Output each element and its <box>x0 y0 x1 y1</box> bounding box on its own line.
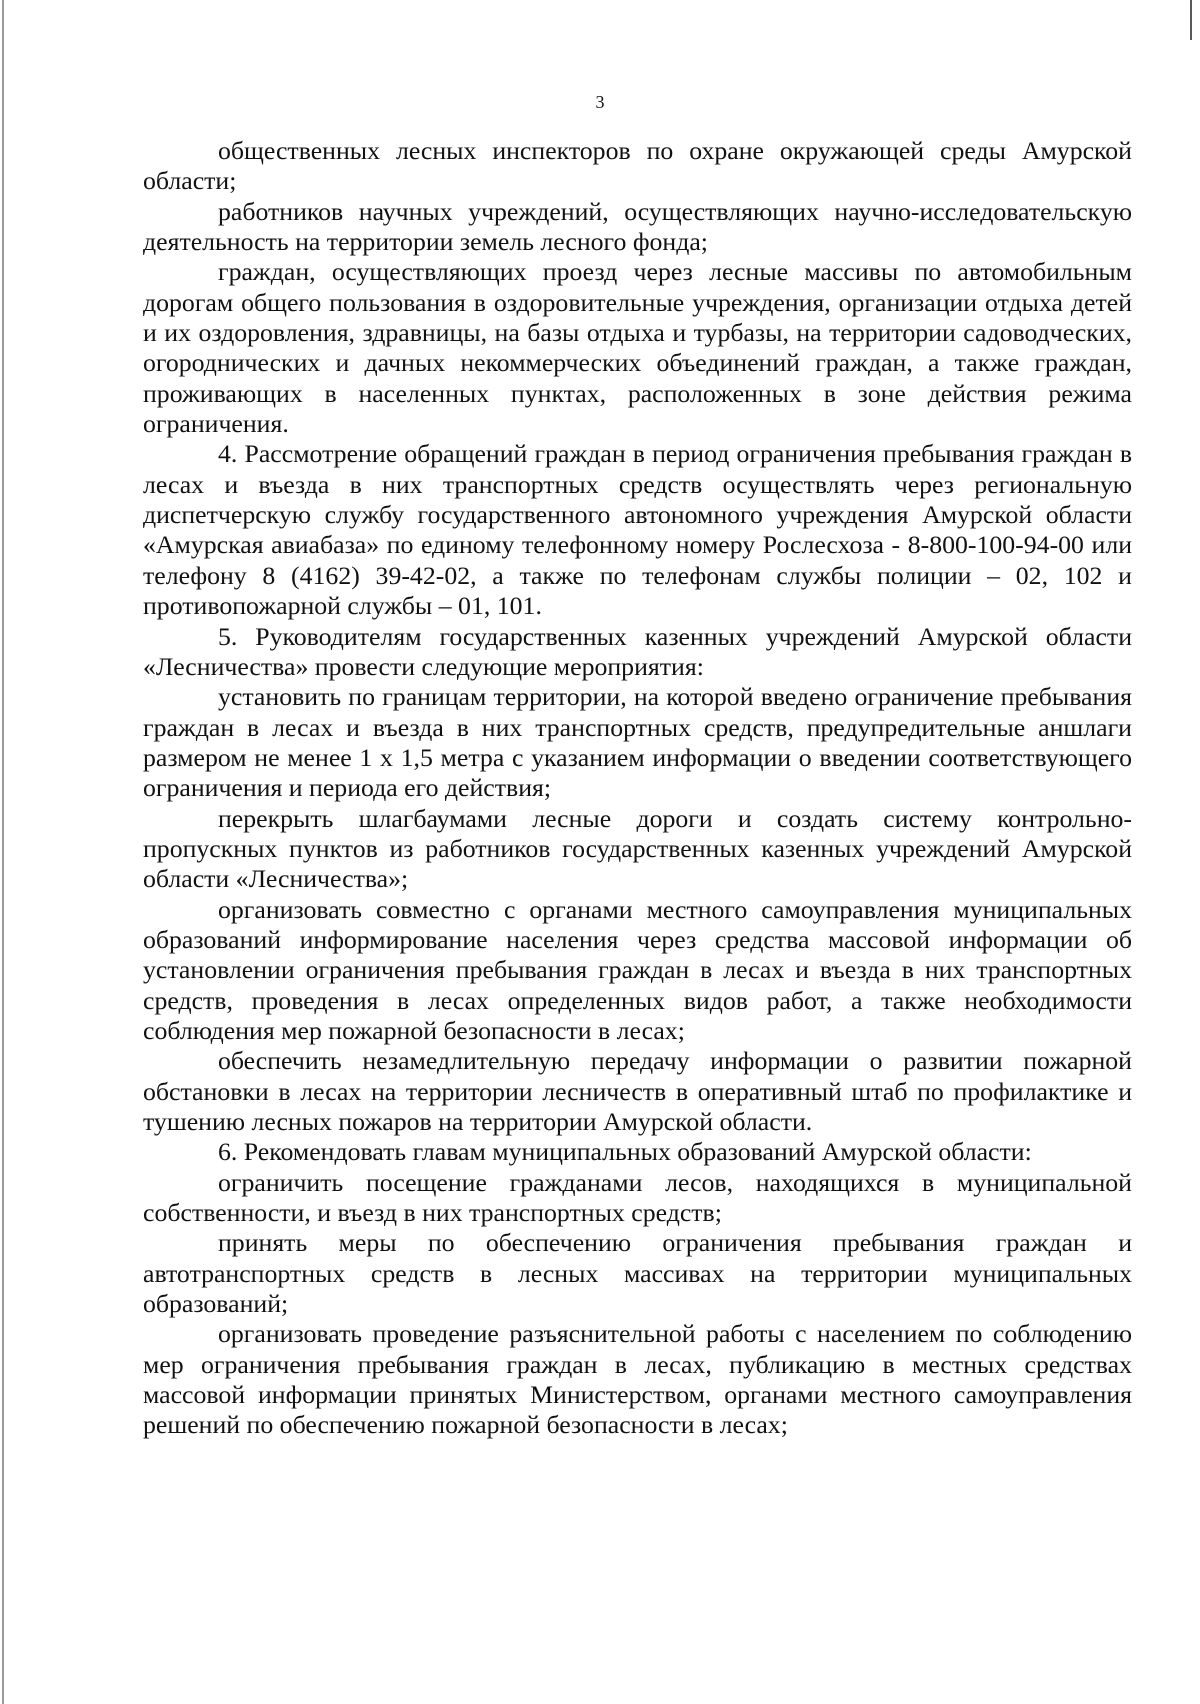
paragraph: организовать совместно с органами местного самоуправления муниципальных образований информирование населения через средства массовой информации об установлении ограничения пребывания граждан в лесах и въезда в них транспортных средств, проведения в лесах определенных видов работ, а также необходимости соблюдения мер пожарной безопасности в лесах; <box>143 894 1132 1045</box>
paragraph: 4. Рассмотрение обращений граждан в период ограничения пребывания граждан в лесах и въезда в них транспортных средств осуществлять через региональную диспетчерскую службу государственного автономного учреждения Амурской области «Амурская авиабаза» по единому телефонному номеру Рослесхоза - 8-800-100-94-00 или телефону 8 (4162) 39-42-02, а также по телефонам службы полиции – 02, 102 и противопожарной службы – 01, 101. <box>143 439 1132 621</box>
paragraph: обеспечить незамедлительную передачу информации о развитии пожарной обстановки в лесах на территории лесничеств в оперативный штаб по профилактике и тушению лесных пожаров на территории Амурской области. <box>143 1046 1132 1136</box>
paragraph: работников научных учреждений, осуществляющих научно-исследовательскую деятельность на территории земель лесного фонда; <box>143 196 1132 257</box>
scan-edge-right <box>1190 0 1192 40</box>
paragraph: 5. Руководителям государственных казенных учреждений Амурской области «Лесничества» провести следующие мероприятия: <box>143 621 1132 681</box>
paragraph: граждан, осуществляющих проезд через лесные массивы по автомобильным дорогам общего пользования в оздоровительные учреждения, организации отдыха детей и их оздоровления, здравницы, на базы отдыха и турбазы, на территории садоводческих, огороднических и дачных некоммерческих объединений граждан, а также граждан, проживающих в населенных пунктах, расположенных в зоне действия режима ограничения. <box>143 257 1132 439</box>
paragraph: общественных лесных инспекторов по охране окружающей среды Амурской области; <box>143 136 1132 196</box>
scan-edge-left <box>2 0 4 1704</box>
page-number: 3 <box>595 92 605 112</box>
paragraph: установить по границам территории, на которой введено ограничение пребывания граждан в лесах и въезда в них транспортных средств, предупредительные аншлаги размером не менее 1 х 1,5 метра с указанием информации о введении соответствующего ограничения и периода его действия; <box>143 682 1132 803</box>
document-body <box>143 136 1132 1441</box>
paragraph: ограничить посещение гражданами лесов, находящихся в муниципальной собственности, и въезд в них транспортных средств; <box>143 1167 1132 1228</box>
paragraph: принять меры по обеспечению ограничения пребывания граждан и автотранспортных средств в лесных массивах на территории муниципальных образований; <box>143 1228 1132 1319</box>
paragraph: организовать проведение разъяснительной работы с населением по соблюдению мер ограничения пребывания граждан в лесах, публикацию в местных средствах массовой информации принятых Министерством, органами местного самоуправления решений по обеспечению пожарной безопасности в лесах; <box>143 1319 1132 1440</box>
paragraph: перекрыть шлагбаумами лесные дороги и создать систему контрольно-пропускных пунктов из работников государственных казенных учреждений Амурской области «Лесничества»; <box>143 803 1132 894</box>
paragraph: 6. Рекомендовать главам муниципальных образований Амурской области: <box>218 1137 1032 1167</box>
